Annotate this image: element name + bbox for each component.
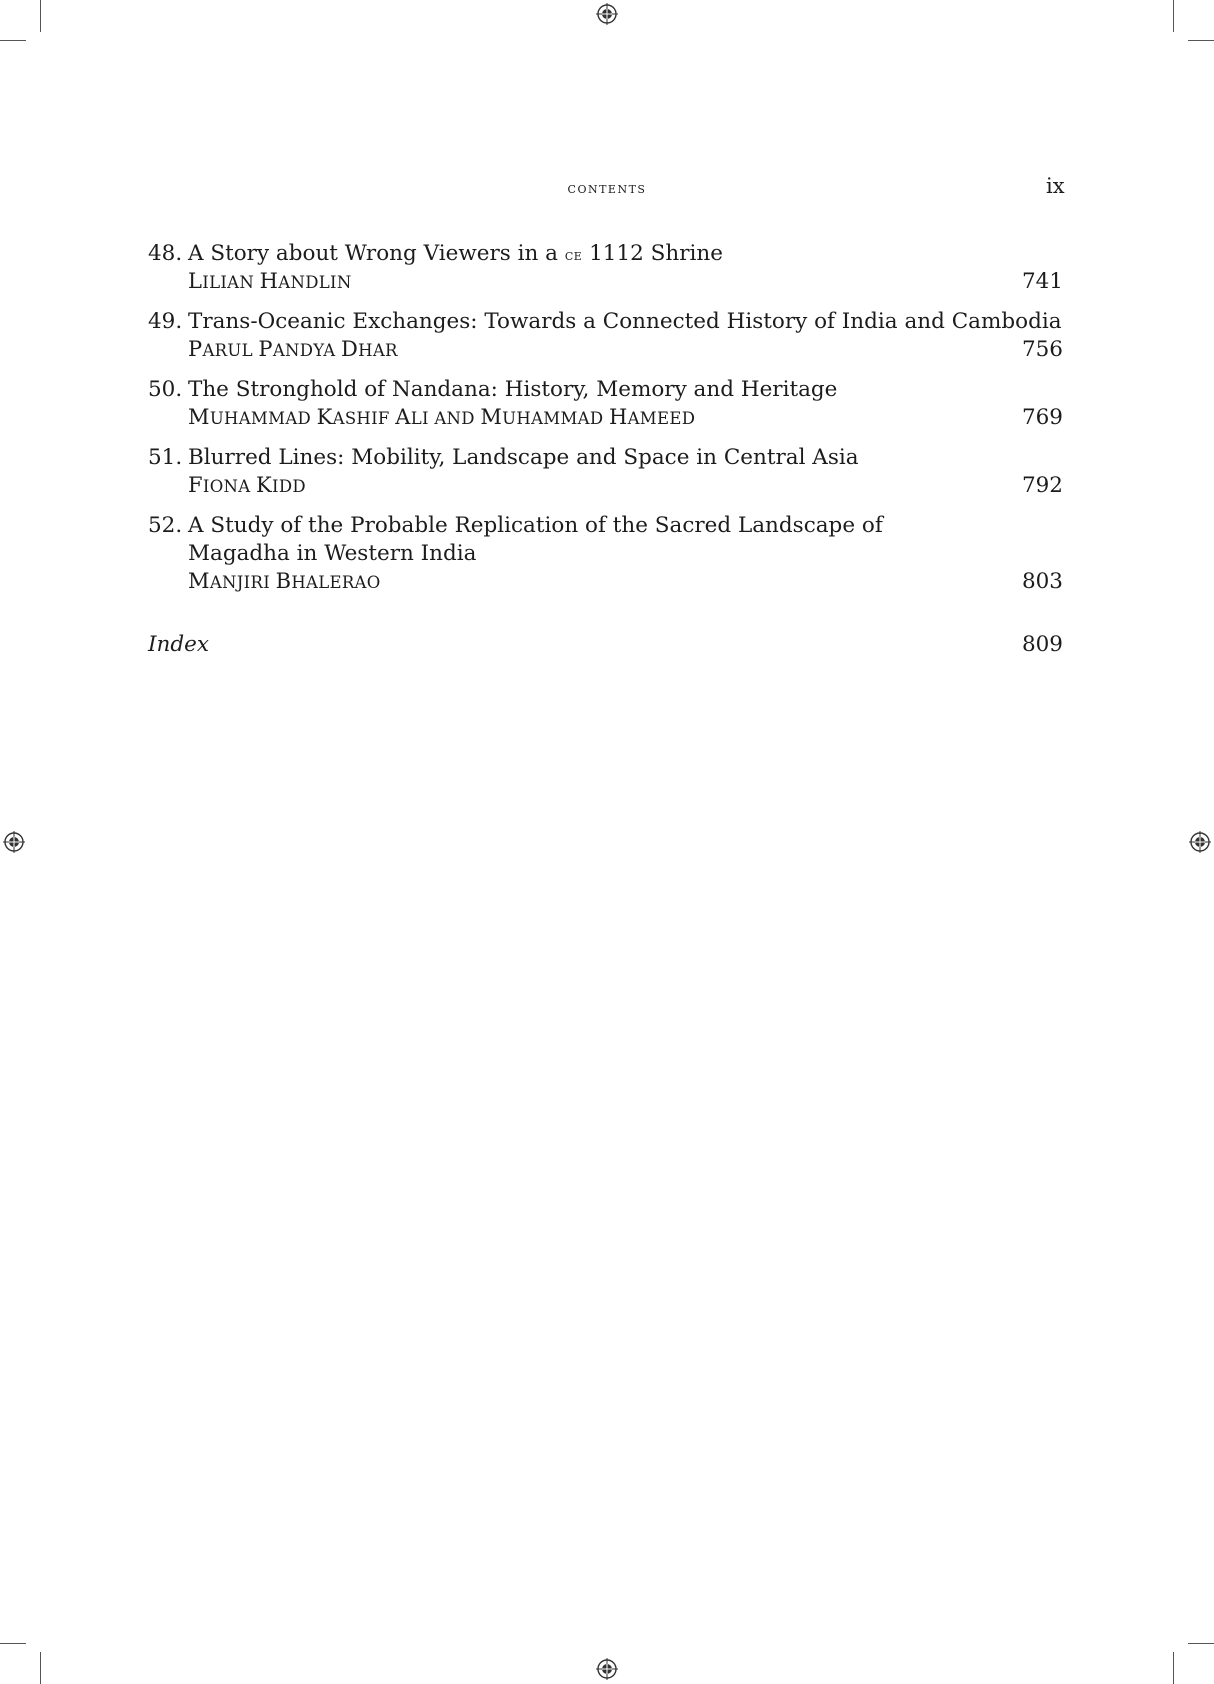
crop-mark <box>1173 0 1174 32</box>
chapter-page: 756 <box>1021 337 1063 362</box>
chapter-title: A Study of the Probable Replication of the Sacred Landscape of Magadha in Western India <box>188 513 883 566</box>
crop-mark <box>1188 40 1214 41</box>
crop-mark <box>0 1643 26 1644</box>
crop-mark <box>1188 1643 1214 1644</box>
chapter-page: 769 <box>1021 405 1063 430</box>
chapter-page: 741 <box>1021 269 1063 294</box>
crop-mark <box>40 1652 41 1684</box>
chapter-author: MUHAMMAD KASHIF ALI AND MUHAMMAD HAMEED <box>188 405 696 429</box>
chapter-number: 49. <box>148 309 183 334</box>
chapter-page: 792 <box>1021 473 1063 498</box>
chapter-title: Blurred Lines: Mobility, Landscape and Space in Central Asia <box>188 445 859 470</box>
chapter-title: A Story about Wrong Viewers in a ce 1112 Shrine <box>188 241 723 266</box>
chapter-number: 51. <box>148 445 183 470</box>
chapter-author: FIONA KIDD <box>188 473 306 497</box>
chapter-number: 48. <box>148 241 183 266</box>
registration-mark-icon <box>1189 831 1211 853</box>
chapter-number: 50. <box>148 377 183 402</box>
running-head: contents <box>567 178 647 197</box>
chapter-title: Trans-Oceanic Exchanges: Towards a Connected History of India and Cambodia <box>188 309 1062 334</box>
chapter-author: MANJIRI BHALERAO <box>188 569 381 593</box>
page-number: ix <box>1046 174 1065 198</box>
crop-mark <box>0 40 26 41</box>
index-label: Index <box>148 632 209 657</box>
chapter-number: 52. <box>148 513 183 538</box>
chapter-author: LILIAN HANDLIN <box>188 269 352 293</box>
chapter-page: 803 <box>1021 569 1063 594</box>
registration-mark-icon <box>596 1658 618 1680</box>
crop-mark <box>40 0 41 32</box>
chapter-author: PARUL PANDYA DHAR <box>188 337 398 361</box>
index-page: 809 <box>1021 632 1063 657</box>
registration-mark-icon <box>596 3 618 25</box>
crop-mark <box>1173 1652 1174 1684</box>
chapter-title: The Stronghold of Nandana: History, Memory and Heritage <box>188 377 838 402</box>
registration-mark-icon <box>3 831 25 853</box>
